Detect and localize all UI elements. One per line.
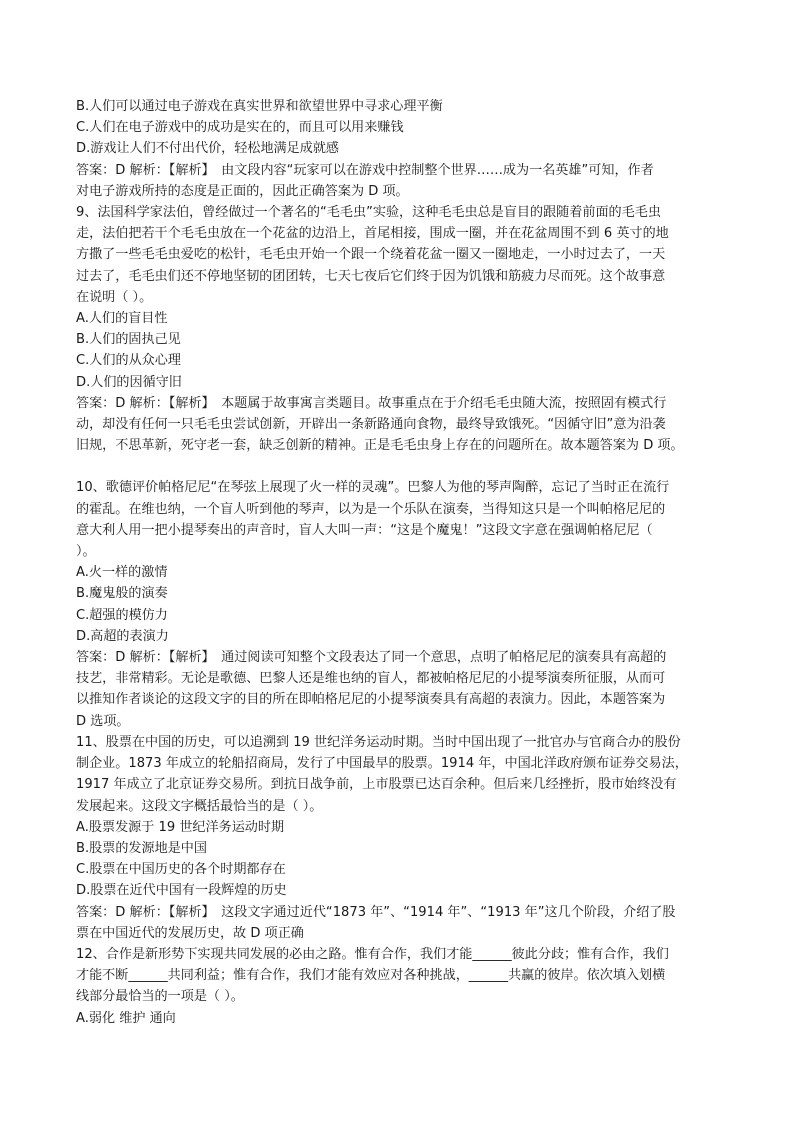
q9-answer-line-2: 动，却没有任何一只毛毛虫尝试创新，开辟出一条新路通向食物，最终导致饿死。“因循守旧”意为沿袭 [76,417,666,433]
q10-option-b: B.魔鬼般的演奏 [76,586,168,602]
q10-option-a: A.火一样的激情 [76,565,168,581]
blank-line [76,456,720,477]
q9-stem-line-4: 过去了，毛毛虫们还不停地坚韧的团团转，七天七夜后它们终于因为饥饿和筋疲力尽而死。这个故事意 [76,268,666,284]
q9-stem-line-2: 走，法伯把若干个毛毛虫放在一个花盆的边沿上，首尾相接，围成一圈，并在花盆周围不到 6 英寸的地 [76,226,669,242]
q10-stem-line-2: 的霍乱。在维也纳，一个盲人听到他的琴声，以为是一个乐队在演奏，当得知这只是一个叫帕格尼尼的 [76,501,666,517]
q8-option-c: C.人们在电子游戏中的成功是实在的，而且可以用来赚钱 [76,120,404,136]
q12-stem-line-3: 线部分最恰当的一项是（ ）。 [76,989,244,1005]
q12-option-a: A.弱化 维护 通向 [76,1010,176,1026]
q9-option-c: C.人们的从众心理 [76,353,181,369]
q11-option-b: B.股票的发源地是中国 [76,840,207,856]
q8-option-b: B.人们可以通过电子游戏在真实世界和欲望世界中寻求心理平衡 [76,99,443,114]
q9-option-b: B.人们的固执己见 [76,332,181,348]
q10-answer-line-1: 答案：D 解析：【解析】 通过阅读可知整个文段表达了同一个意思，点明了帕格尼尼的演奏具有高超的 [76,650,667,666]
q8-answer-line-1: 答案：D 解析：【解析】 由文段内容“玩家可以在游戏中控制整个世界……成为一名英雄”可知，作者 [76,162,654,178]
q10-stem-line-1: 10、歌德评价帕格尼尼“在琴弦上展现了火一样的灵魂”。巴黎人为他的琴声陶醉，忘记了当时正在流行 [76,480,670,496]
q9-option-a: A.人们的盲目性 [76,311,168,327]
q10-answer-line-2: 技艺，非常精彩。无论是歌德、巴黎人还是维也纳的盲人，都被帕格尼尼的小提琴演奏所征服，从而可 [76,671,666,687]
q10-stem-line-4: ）。 [76,544,96,560]
q12-stem-line-2: 才能不断______共同利益；惟有合作，我们才能有效应对各种挑战，______共赢的彼岸。依次填入划横 [76,968,666,984]
q11-answer-line-1: 答案：D 解析：【解析】 这段文字通过近代“1873 年”、“1914 年”、“1913 年”这几个阶段，介绍了股 [76,904,676,920]
q10-option-d: D.高超的表演力 [76,628,169,644]
q11-stem-line-3: 1917 年成立了北京证券交易所。到抗日战争前，上市股票已达百余种。但后来几经挫折，股市始终没有 [76,777,677,793]
q9-answer-line-3: 旧规，不思革新，死守老一套，缺乏创新的精神。正是毛毛虫身上存在的问题所在。故本题答案为 D 项。 [76,438,684,454]
q9-stem-line-1: 9、法国科学家法伯，曾经做过一个著名的“毛毛虫”实验，这种毛毛虫总是盲目的跟随着前面的毛毛虫 [76,205,661,221]
q10-answer-line-3: 以推知作者谈论的这段文字的目的所在即帕格尼尼的小提琴演奏具有高超的表演力。因此，本题答案为 [76,692,666,708]
q11-stem-line-1: 11、股票在中国的历史，可以追溯到 19 世纪洋务运动时期。当时中国出现了一批官办与官商合办的股份 [76,734,681,750]
q11-option-c: C.股票在中国历史的各个时期都存在 [76,862,286,878]
q11-option-d: D.股票在近代中国有一段辉煌的历史 [76,883,287,899]
q11-stem-line-4: 发展起来。这段文字概括最恰当的是（ ）。 [76,798,323,814]
q11-option-a: A.股票发源于 19 世纪洋务运动时期 [76,819,285,835]
q9-answer-line-1: 答案：D 解析：【解析】 本题属于故事寓言类题目。故事重点在于介绍毛毛虫随大流，按照固有模式行 [76,395,667,411]
q8-answer-line-2: 对电子游戏所持的态度是正面的，因此正确答案为 D 项。 [76,183,409,199]
q9-stem-line-5: 在说明（ ）。 [76,289,153,305]
q10-option-c: C.超强的模仿力 [76,607,168,623]
q9-option-d: D.人们的因循守旧 [76,374,182,390]
q9-stem-line-3: 方撒了一些毛毛虫爱吃的松针，毛毛虫开始一个跟一个绕着花盆一圈又一圈地走，一小时过去了，一天 [76,247,666,263]
q12-stem-line-1: 12、合作是新形势下实现共同发展的必由之路。惟有合作，我们才能______彼此分歧；惟有合作，我们 [76,946,669,962]
q8-option-d: D.游戏让人们不付出代价，轻松地满足成就感 [76,141,340,157]
q11-stem-line-2: 制企业。1873 年成立的轮船招商局，发行了中国最早的股票。1914 年，中国北洋政府颁布证券交易法， [76,756,688,772]
q10-answer-line-4: D 选项。 [76,713,130,729]
question-text-body [76,96,720,1029]
q10-stem-line-3: 意大利人用一把小提琴奏出的声音时，盲人大叫一声：“这是个魔鬼！”这段文字意在强调帕格尼尼（ [76,522,653,538]
q11-answer-line-2: 票在中国近代的发展历史，故 D 项正确 [76,925,304,941]
